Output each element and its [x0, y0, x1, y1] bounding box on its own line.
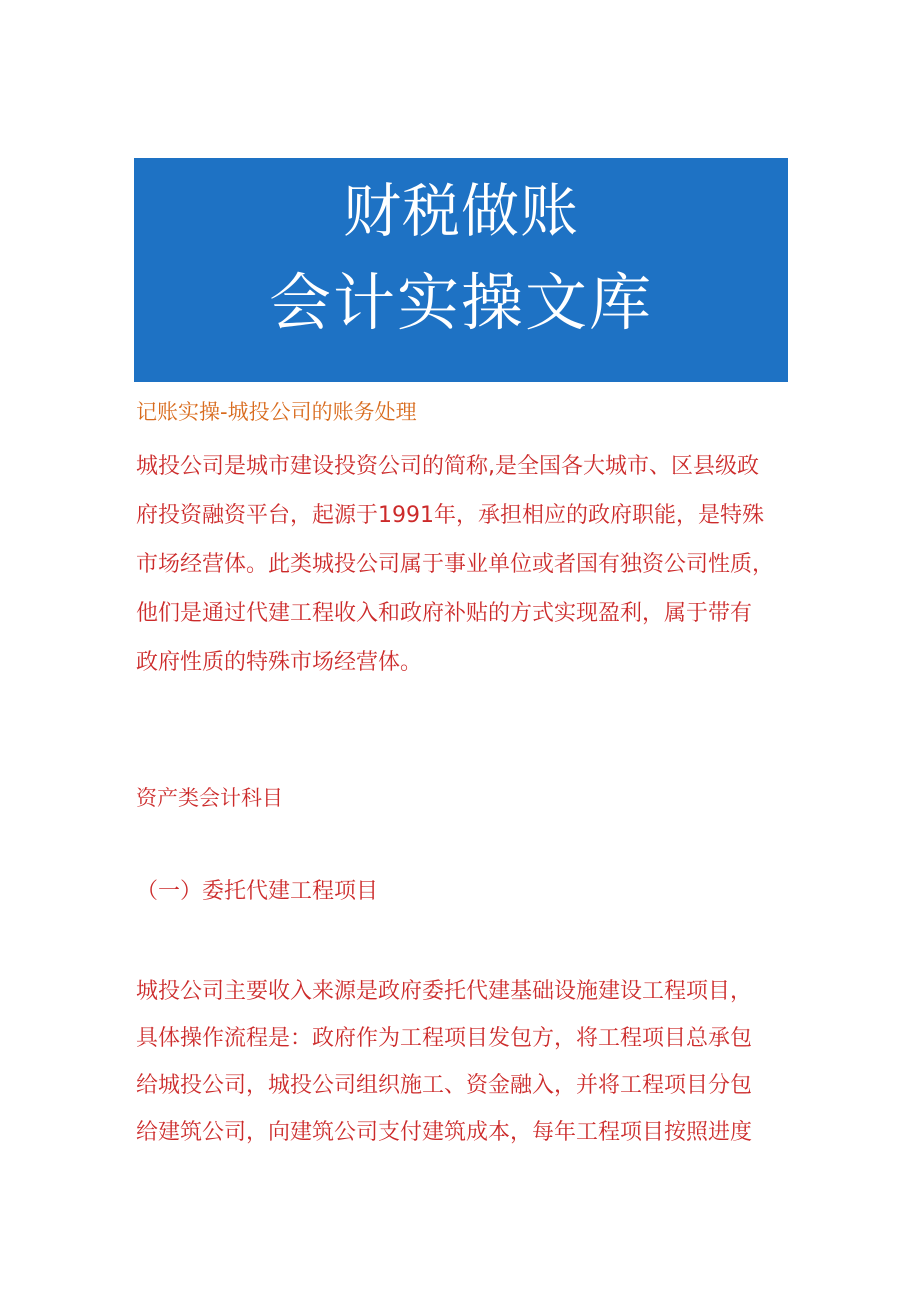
intro-line: 他们是通过代建工程收入和政府补贴的方式实现盈利，属于带有: [136, 601, 753, 626]
banner-title-line1: 财税做账: [342, 177, 579, 245]
banner-title-line2: 会计实操文库: [268, 266, 653, 339]
article-subtitle: 记账实操-城投公司的账务处理: [136, 400, 417, 424]
body-line: 具体操作流程是：政府作为工程项目发包方，将工程项目总承包: [136, 1026, 753, 1051]
intro-line: 府投资融资平台，起源于1991年，承担相应的政府职能，是特殊: [136, 503, 764, 528]
intro-line: 市场经营体。此类城投公司属于事业单位或者国有独资公司性质，: [136, 552, 775, 577]
intro-line: 城投公司是城市建设投资公司的简称,是全国各大城市、区县级政: [136, 454, 759, 479]
title-banner: [134, 158, 788, 382]
intro-line: 政府性质的特殊市场经营体。: [136, 650, 423, 675]
section-heading: 资产类会计科目: [136, 786, 283, 810]
body-line: 给建筑公司，向建筑公司支付建筑成本，每年工程项目按照进度: [136, 1120, 753, 1145]
body-line: 城投公司主要收入来源是政府委托代建基础设施建设工程项目，: [136, 979, 753, 1004]
sub-section-heading: （一）委托代建工程项目: [136, 879, 379, 904]
body-paragraph: [136, 968, 816, 1156]
body-line: 给城投公司，城投公司组织施工、资金融入，并将工程项目分包: [136, 1073, 753, 1098]
intro-paragraph: [136, 442, 816, 687]
